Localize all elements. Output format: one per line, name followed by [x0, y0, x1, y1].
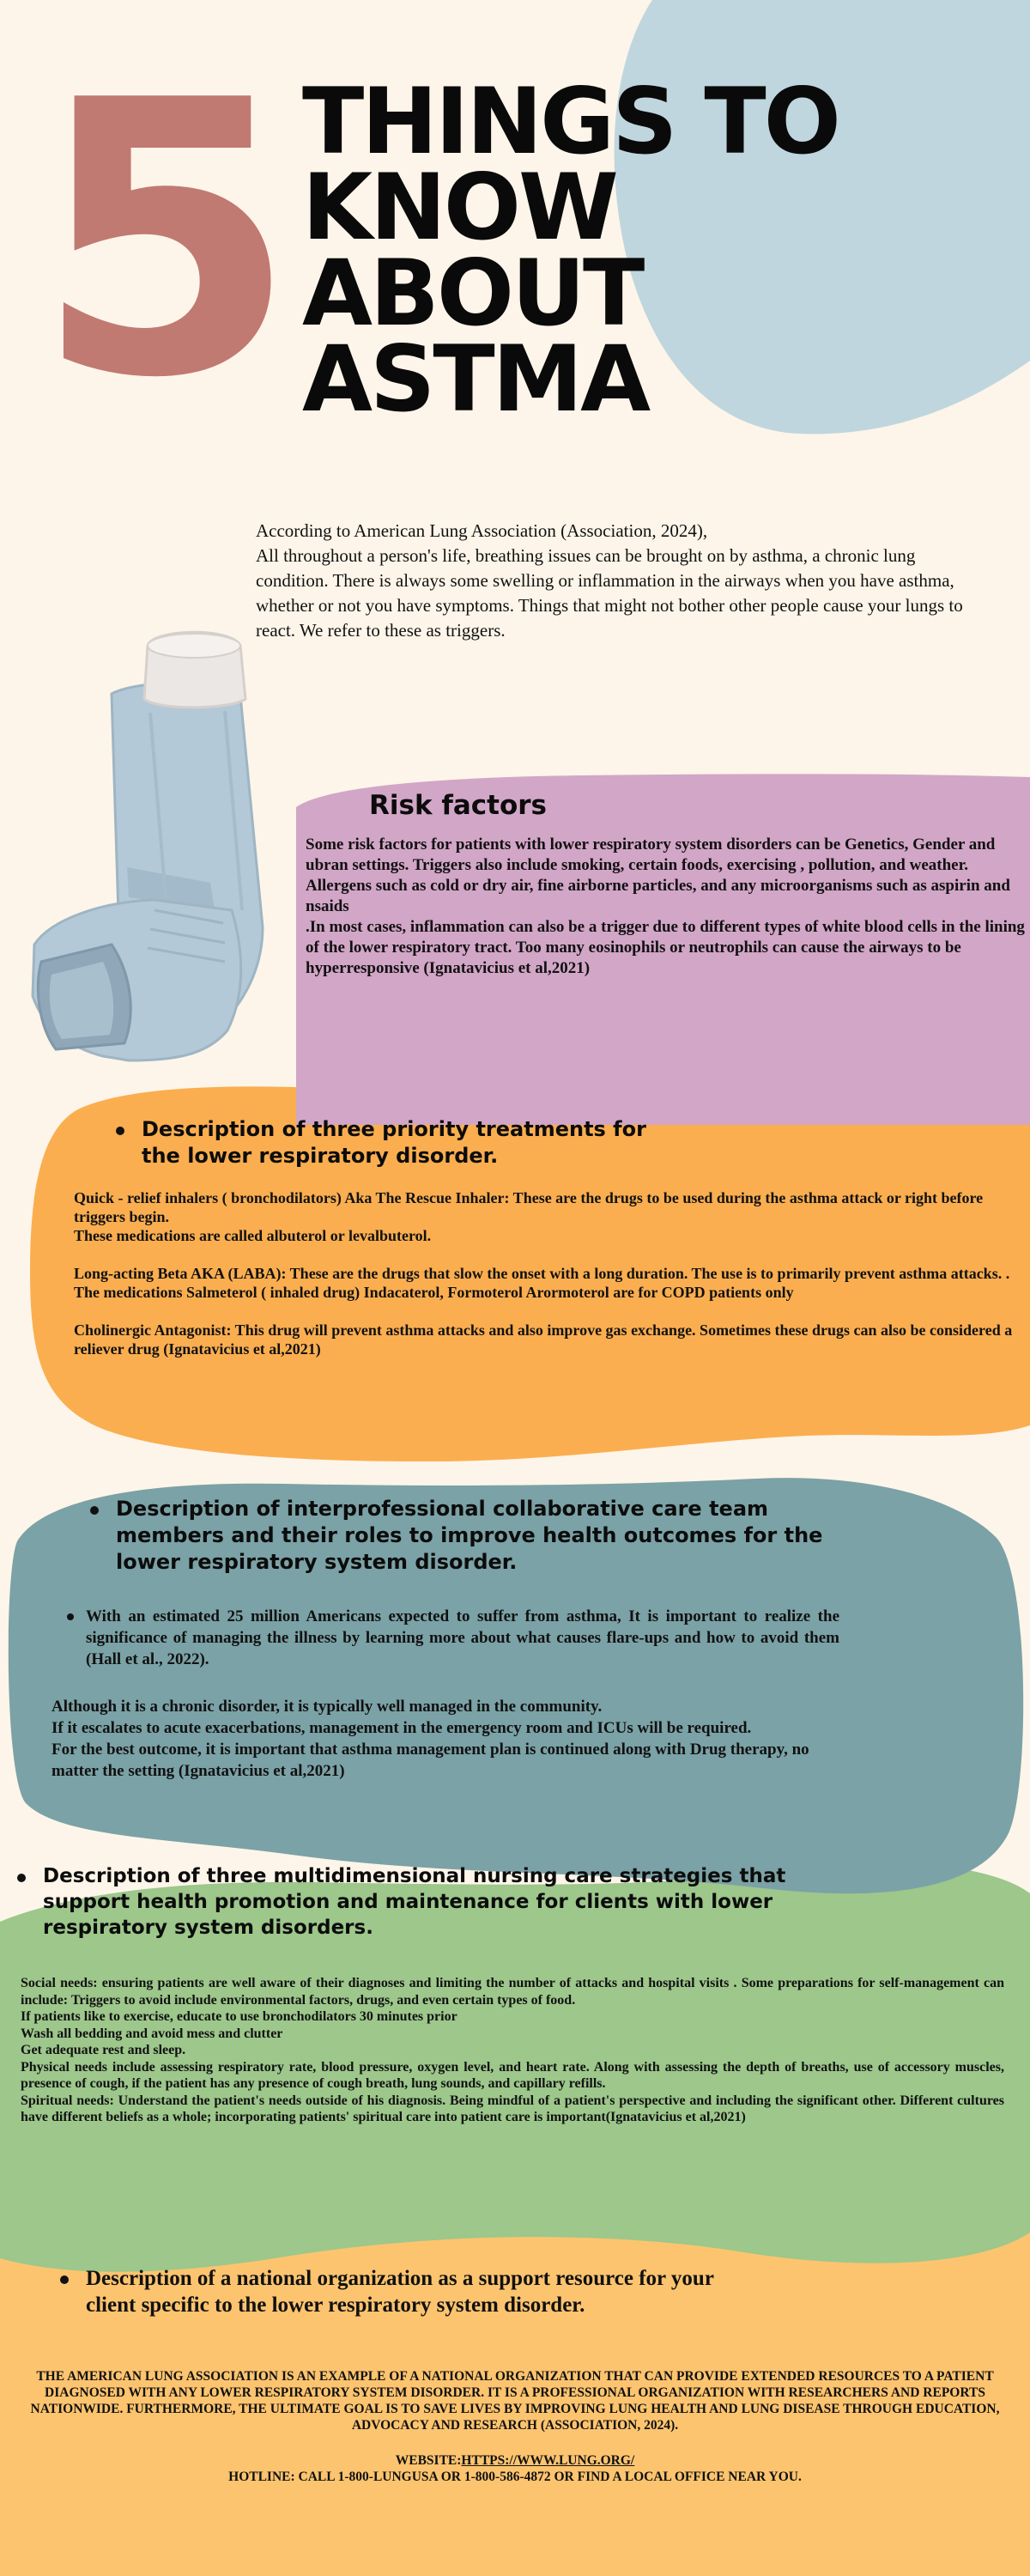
nursing-heading-text: Description of three multidimensional nursing care strategies that support health promotion and maintenance for clients with lower respiratory system disorders.: [43, 1865, 786, 1939]
nursing-line-1: Social needs: ensuring patients are well aware of their diagnoses and limiting the number of attacks and hospital visits . Some preparations for self-management can include: Triggers to avoid include environmental factors, drugs, and even certain types of food.: [21, 1976, 1004, 2008]
treatment-2: [74, 1264, 1013, 1302]
nursing-line-3: Wash all bedding and avoid mess and clutter: [21, 2026, 283, 2041]
nursing-heading: [17, 1863, 790, 1941]
inhaler-icon: [33, 632, 263, 1060]
title-line-3: ABOUT: [302, 240, 643, 346]
website-label: WEBSITE:: [395, 2453, 462, 2468]
national-paragraph: THE AMERICAN LUNG ASSOCIATION IS AN EXAMPLE OF A NATIONAL ORGANIZATION THAT CAN PROVIDE EXTENDED RESOURCES TO A PATIENT DIAGNOSED WITH ANY LOWER RESPIRATORY SYSTEM DISORDER. IT IS A PROFESSIONAL ORGANIZATION WITH RESEARCHERS AND REPORTS NATIONWIDE. FURTHERMORE, THE ULTIMATE GOAL IS TO SAVE LIVES BY IMPROVING LUNG HEALTH AND LUNG DISEASE THROUGH EDUCATION, ADVOCACY AND RESEARCH (ASSOCIATION, 2024).: [30, 2369, 1000, 2433]
bullet-icon: [90, 1506, 99, 1515]
big-number: 5: [34, 21, 289, 460]
list-item: [67, 1606, 839, 1670]
collab-heading: [90, 1496, 845, 1576]
contact-info: [26, 2452, 1004, 2485]
risk-factors-heading: Risk factors: [369, 790, 547, 821]
hotline-line: HOTLINE: CALL 1-800-LUNGUSA OR 1-800-586-4872 OR FIND A LOCAL OFFICE NEAR YOU.: [228, 2470, 802, 2484]
nursing-line-5: Physical needs include assessing respiratory rate, blood pressure, oxygen level, and heart rate. Along with assessing the depth of breaths, use of accessory muscles, presence of cough, if the patient has any presence of cough breath, lung sounds, and capillary refills.: [21, 2059, 1004, 2091]
treatment-1: [74, 1188, 1013, 1245]
title-line-4: ASTMA: [302, 326, 649, 432]
bullet-icon: [116, 1127, 124, 1135]
nursing-line-4: Get adequate rest and sleep.: [21, 2043, 186, 2057]
collab-paragraph-2: If it escalates to acute exacerbations, management in the emergency room and ICUs will be required.: [52, 1719, 752, 1737]
collab-list: [67, 1606, 839, 1670]
treatment-2-desc: Long-acting Beta AKA (LABA): These are the drugs that slow the onset with a long duration. The use is to primarily prevent asthma attacks. .: [74, 1265, 1010, 1282]
national-heading: [60, 2265, 738, 2318]
collab-paragraph-3: For the best outcome, it is important that asthma management plan is continued along with Drug therapy, no matter the setting (Ignatavicius et al,2021): [52, 1741, 809, 1780]
intro-body: All throughout a person's life, breathing issues can be brought on by asthma, a chronic lung condition. There is always some swelling or inflammation in the airways when you have asthma, whether or not you have symptoms. Things that might not bother other people cause your lungs to react. We refer to these as triggers.: [256, 545, 963, 641]
bullet-icon: [60, 2275, 69, 2284]
nursing-line-2: If patients like to exercise, educate to use bronchodilators 30 minutes prior: [21, 2009, 457, 2024]
nursing-text: [21, 1975, 1004, 2126]
collab-heading-text: Description of interprofessional collaborative care team members and their roles to improve health outcomes for the lower respiratory system disorder.: [116, 1497, 823, 1574]
treatment-1-desc: Quick - relief inhalers ( bronchodilators) Aka The Rescue Inhaler: These are the drugs to be used during the asthma attack or right before triggers begin.: [74, 1189, 984, 1225]
national-text: [26, 2368, 1004, 2433]
treatments-text: [74, 1188, 1013, 1377]
intro-source: According to American Lung Association (Association, 2024),: [256, 520, 708, 541]
treatment-3: Cholinergic Antagonist: This drug will prevent asthma attacks and also improve gas exchange. Sometimes these drugs can also be considered a reliever drug (Ignatavicius et al,2021): [74, 1321, 1013, 1358]
title-line-2: KNOW: [302, 155, 616, 260]
website-line: [26, 2452, 1004, 2469]
national-heading-text: Description of a national organization as a support resource for your client specific to the lower respiratory system disorder.: [86, 2267, 714, 2317]
title-line-1: THINGS TO: [302, 69, 839, 174]
website-link[interactable]: HTTPS://WWW.LUNG.ORG/: [461, 2453, 635, 2468]
treatment-1-meds: These medications are called albuterol or levalbuterol.: [74, 1227, 432, 1244]
risk-paragraph-2: .In most cases, inflammation can also be a trigger due to different types of white blood cells in the lining of the lower respiratory tract. Too many eosinophils or neutrophils can cause the airways to be hyperresponsive (Ignatavicius et al,2021): [306, 918, 1025, 977]
treatments-heading: [116, 1116, 665, 1170]
bullet-icon: [67, 1613, 74, 1620]
nursing-line-6: Spiritual needs: Understand the patient's needs outside of his diagnosis. Being mindful of a patient's perspective and including the significant other. Different cultures have different beliefs as a whole; incorporating patients' spiritual care into patient care is important(Ignatavicius et al,2021): [21, 2093, 1004, 2124]
collab-text: [52, 1696, 841, 1782]
risk-paragraph-1: Some risk factors for patients with lower respiratory system disorders can be Genetics, Gender and ubran settings. Triggers also include smoking, certain foods, exercising , pollution, and weather. Allergens such as cold or dry air, fine airborne particles, and any microorganisms such as aspirin and nsaids: [306, 835, 1010, 915]
treatment-2-meds: The medications Salmeterol ( inhaled drug) Indacaterol, Formoterol Arormoterol are for COPD patients only: [74, 1284, 794, 1301]
bullet-icon: [17, 1874, 26, 1882]
collab-item-text: With an estimated 25 million Americans expected to suffer from asthma, It is important to realize the significance of managing the illness by learning more about what causes flare-ups and how to avoid them (Hall et al., 2022).: [86, 1607, 839, 1668]
page-title: [302, 69, 954, 432]
collab-paragraph-1: Although it is a chronic disorder, it is typically well managed in the community.: [52, 1698, 603, 1716]
treatments-heading-text: Description of three priority treatments for the lower respiratory disorder.: [142, 1117, 646, 1168]
intro-text: [256, 519, 982, 643]
risk-factors-text: [306, 835, 1028, 979]
